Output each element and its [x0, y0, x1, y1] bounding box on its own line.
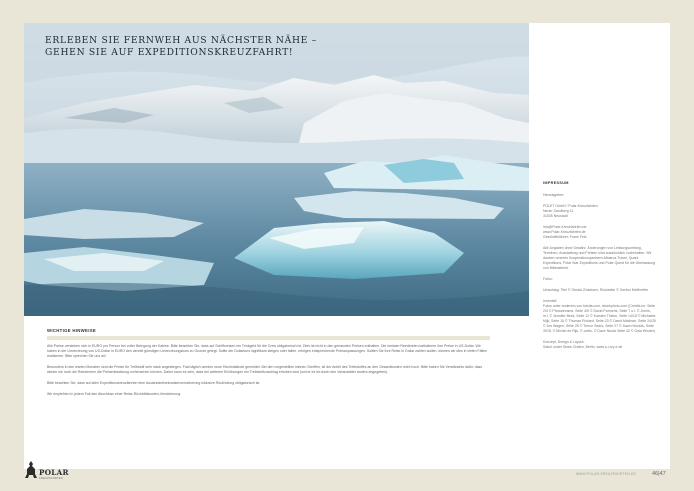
imprint-block [543, 193, 657, 198]
imprint-line: Innenteil: [543, 299, 558, 303]
imprint-block [543, 340, 657, 350]
page-card [24, 23, 670, 469]
imprint-website-link[interactable]: www.Polar-Kreuzfahrten.de [543, 230, 586, 234]
headline-line-2: GEHEN SIE AUF EXPEDITIONSKREUZFAHRT! [45, 47, 294, 58]
imprint-line: POLET GmbH / Polar-Kreuzfahrten [543, 204, 598, 208]
imprint-line: Herausgeber: [543, 193, 565, 197]
imprint-block [543, 225, 657, 240]
notes-divider [47, 336, 490, 340]
polar-bear-icon [24, 460, 38, 480]
notes-paragraph: Bitte beachten Sie, dass auf allen Expeditionskreuzfahrten eine Auslandsreisekrankenversicherung inklusive Rückholung obligatorisch ist. [47, 381, 261, 385]
imprint-email-link[interactable]: info@Polar-Kreuzfahrten.de [543, 225, 587, 229]
imprint-line: Geschäftsführer: Frank Fetz [543, 235, 587, 239]
imprint-block [543, 246, 657, 271]
imprint-line: Fotos: [543, 277, 553, 281]
imprint-block [543, 288, 657, 293]
imprint-line: Alle Angaben ohne Gewähr. Änderungen von Leistungsumfang, Terminen, Ausstattung und Preisen sind ausdrücklich vorbehalten. Wir danken unseren Kooperationspartnern Albatros Travel, Quark Expeditions, Polar Star Expeditions und Polar Quest für die Überlassung von Bildmaterial. [543, 246, 656, 270]
imprint-line: 31535 Neustadt [543, 214, 568, 218]
important-notes [47, 328, 490, 403]
polar-logo [24, 460, 69, 485]
imprint-column [543, 181, 657, 356]
footer-url[interactable]: WWW.POLAR-KREUZFAHRTEN.DE [576, 472, 637, 476]
glacier-lagoon-image [24, 23, 529, 316]
imprint-block [543, 277, 657, 282]
imprint-line: Fotos unter anderem von fotolia.com, istockphoto.com (Credits im: Seite 2/3 © Photodreams, Seite 4/5 © David Parmeris, Seite 7 u.l. © Jornis, m.l. © Jennifer Beck, Seite 12 © Karsten Thieku, Seite 14/15 © Michaela Mijk, Seite 15 © Thomas Pickard, Seite 23 © David Mattown, Seite 24/25 © Jes Wagen, Seite 26 © Trevor Sears, Seite 27 © Dawn Nichols, Seite 30/31 © Michel de Rijk, © cortis, © Dave Nicols Seite 42 © Gala Winder) [543, 304, 656, 333]
notes-title: WICHTIGE HINWEISE [47, 328, 97, 333]
notes-paragraph: Besonders in den letzten Monaten sind die Preise für Treibstoff sehr stark angestiegen. Fast täglich werden neue Höchststände gemeldet. Bei den vorgestellten kleinen Schiffen, ist der Anteil des Treibstoffes an den Gesamtkosten recht hoch. Bitte haben Sie Verständnis dafür, dass wieder wir noch die Reedereien die Preisentwicklung vorhersehen können. Daher kann es sein, dass bei weiteren Erhöhungen ein Treibstoffzuschlag erhoben wird (soll er es ist durch den Veranstalter anders angegeben). [47, 365, 483, 374]
imprint-title: IMPRESSUM [543, 181, 569, 185]
glacier-photo [24, 23, 529, 316]
imprint-line: Umschlag: Titel © Gerald Zinkeisen, Rückseite © Gerlinz Meifhreifer [543, 288, 649, 292]
imprint-block [543, 204, 657, 219]
imprint-block [543, 299, 657, 334]
imprint-line: Saturi under Stoke Grafen, Berlin, www.s-i-cry-e.de [543, 345, 623, 349]
page-number: 46|47 [652, 471, 666, 477]
headline-line-1: ERLEBEN SIE FERNWEH AUS NÄCHSTER NÄHE – [45, 35, 318, 46]
logo-brand: POLAR [39, 468, 69, 477]
logo-subtitle: KREUZFAHRTEN [39, 477, 64, 480]
page-headline [45, 35, 317, 59]
imprint-line: Neuer Sandberg 11 [543, 209, 574, 213]
notes-paragraph: Wir empfehlen in jedem Fall den Abschluss einer Reise-Rücktrittskosten-Versicherung. [47, 392, 182, 396]
imprint-line: Konzept, Design & Layout: [543, 340, 585, 344]
notes-paragraph: Alle Preise verstehen sich in EURO pro Person bei voller Belegung der Kabine. Bitte beachten Sie, dass auf Schiffsreisen ein Trinkgeld für die Crew obligatorisch ist. Dies ist nicht in den genannten Preisen enthalten. Die meisten Reedereien kalkulieren ihre Preise in US-Dollar. Wir haben in der Umrechnung von US-Dollar in EURO den derzeit günstigen Umrechnungskurs zu Grunde gelegt. Sollte der Dollarkurs signifikant steigen oder fallen, erfolgen entsprechende Preisanpassungen. Sollten Sie Ihre Reise in Dollar zahlen wollen, können wir dies in vielen Fällen realisieren. Bitte sprechen Sie uns an! [47, 344, 488, 358]
